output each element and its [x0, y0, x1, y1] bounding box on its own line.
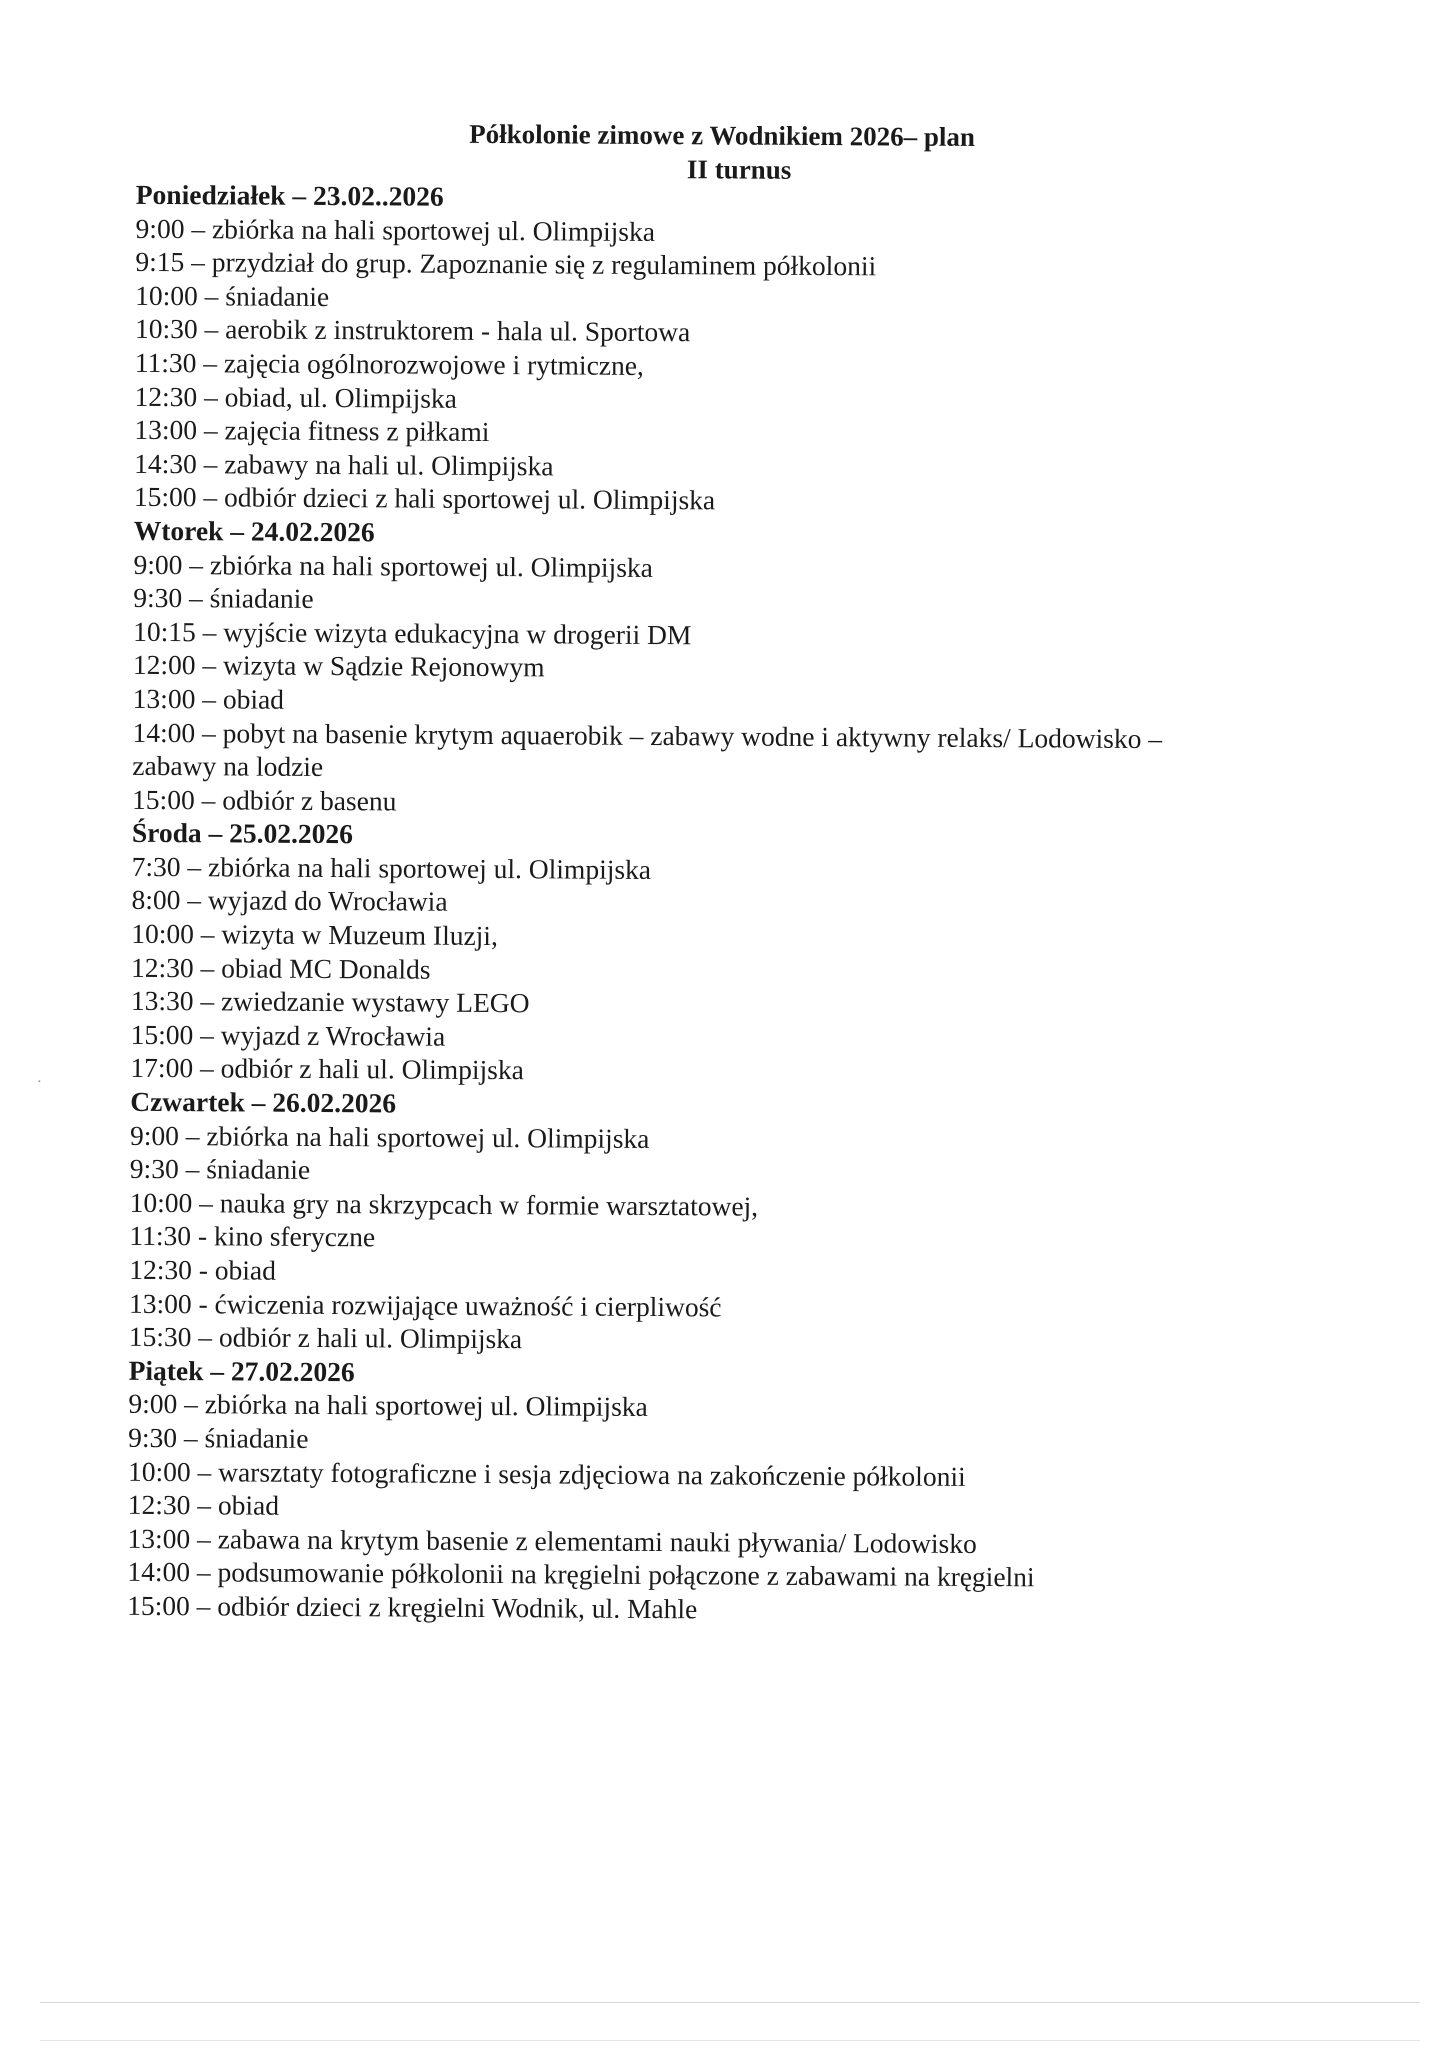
schedule-item: 15:00 – odbiór dzieci z kręgielni Wodnik, ul. Mahle — [127, 1589, 698, 1625]
schedule-item: 10:00 – nauka gry na skrzypcach w formie warsztatowej, — [129, 1186, 759, 1222]
schedule-item: 11:30 - kino sferyczne — [129, 1220, 376, 1253]
schedule-item: 11:30 – zajęcia ogólnorozwojowe i rytmiczne, — [134, 346, 644, 381]
schedule-item: 9:00 – zbiórka na hali sportowej ul. Olimpijska — [133, 548, 654, 583]
schedule-item: 14:00 – podsumowanie półkolonii na kręgielni połączone z zabawami na kręgielni — [127, 1556, 1035, 1593]
day-heading: Poniedziałek – 23.02..2026 — [135, 178, 444, 212]
schedule-item: 10:00 – warsztaty fotograficzne i sesja zdjęciowa na zakończenie półkolonii — [127, 1455, 966, 1492]
schedule-item: 13:00 – obiad — [132, 682, 285, 715]
schedule-item: 12:00 – wizyta w Sądzie Rejonowym — [132, 649, 545, 683]
schedule-item: 13:30 – zwiedzanie wystawy LEGO — [130, 985, 530, 1019]
schedule-item: 9:15 – przydział do grup. Zapoznanie się z regulaminem półkolonii — [135, 246, 877, 282]
schedule-item: 14:00 – pobyt na basenie krytym aquaerobik – zabawy wodne i aktywny relaks/ Lodowisko – — [132, 716, 1163, 754]
schedule-item: 10:00 – śniadanie — [135, 279, 330, 312]
schedule-item: 17:00 – odbiór z hali ul. Olimpijska — [130, 1052, 524, 1086]
schedule-item: 10:30 – aerobik z instruktorem - hala ul. Sportowa — [134, 313, 691, 348]
document-title: Półkolonie zimowe z Wodnikiem 2026– plan — [469, 118, 976, 152]
schedule-item: 10:00 – wizyta w Muzeum Iluzji, — [131, 917, 498, 952]
schedule-item: 15:00 – wyjazd z Wrocławia — [130, 1018, 446, 1052]
schedule-item: 13:00 – zajęcia fitness z piłkami — [134, 413, 490, 448]
schedule-item: 12:30 – obiad — [127, 1488, 280, 1521]
day-heading: Czwartek – 26.02.2026 — [130, 1085, 397, 1119]
day-heading: Wtorek – 24.02.2026 — [133, 514, 375, 548]
schedule-item: 12:30 – obiad, ul. Olimpijska — [134, 380, 458, 414]
schedule-item: 9:30 – śniadanie — [128, 1421, 309, 1454]
schedule-item: 9:00 – zbiórka na hali sportowej ul. Olimpijska — [129, 1119, 650, 1154]
schedule-item: 9:30 – śniadanie — [129, 1153, 311, 1186]
schedule-item: 15:00 – odbiór z basenu — [132, 783, 397, 817]
schedule-item: 12:30 – obiad MC Donalds — [131, 951, 431, 985]
scan-speck — [38, 1080, 40, 1082]
schedule-item: 7:30 – zbiórka na hali sportowej ul. Olimpijska — [131, 850, 652, 885]
schedule-item: 15:30 – odbiór z hali ul. Olimpijska — [128, 1320, 523, 1355]
scan-edge-line — [40, 2040, 1420, 2041]
schedule-item: 15:00 – odbiór dzieci z hali sportowej ul. Olimpijska — [133, 481, 716, 516]
schedule-item: 13:00 - ćwiczenia rozwijające uważność i cierpliwość — [128, 1287, 722, 1323]
day-heading: Piątek – 27.02.2026 — [128, 1354, 355, 1387]
scan-edge-line — [40, 2002, 1420, 2003]
schedule-item: 12:30 - obiad — [129, 1253, 276, 1286]
schedule-item: 13:00 – zabawa na krytym basenie z elementami nauki pływania/ Lodowisko — [127, 1522, 977, 1559]
document-subtitle: II turnus — [686, 154, 792, 185]
day-heading: Środa – 25.02.2026 — [131, 817, 354, 850]
schedule-item: 9:00 – zbiórka na hali sportowej ul. Olimpijska — [128, 1388, 648, 1423]
schedule-item: 8:00 – wyjazd do Wrocławia — [131, 884, 448, 918]
schedule-item: 9:30 – śniadanie — [133, 581, 314, 615]
schedule-item: 14:30 – zabawy na hali ul. Olimpijska — [134, 447, 554, 482]
schedule — [127, 178, 1316, 1630]
schedule-item: zabawy na lodzie — [132, 749, 324, 783]
schedule-item: 9:00 – zbiórka na hali sportowej ul. Olimpijska — [135, 212, 656, 247]
schedule-item: 10:15 – wyjście wizyta edukacyjna w drogerii DM — [133, 615, 692, 650]
